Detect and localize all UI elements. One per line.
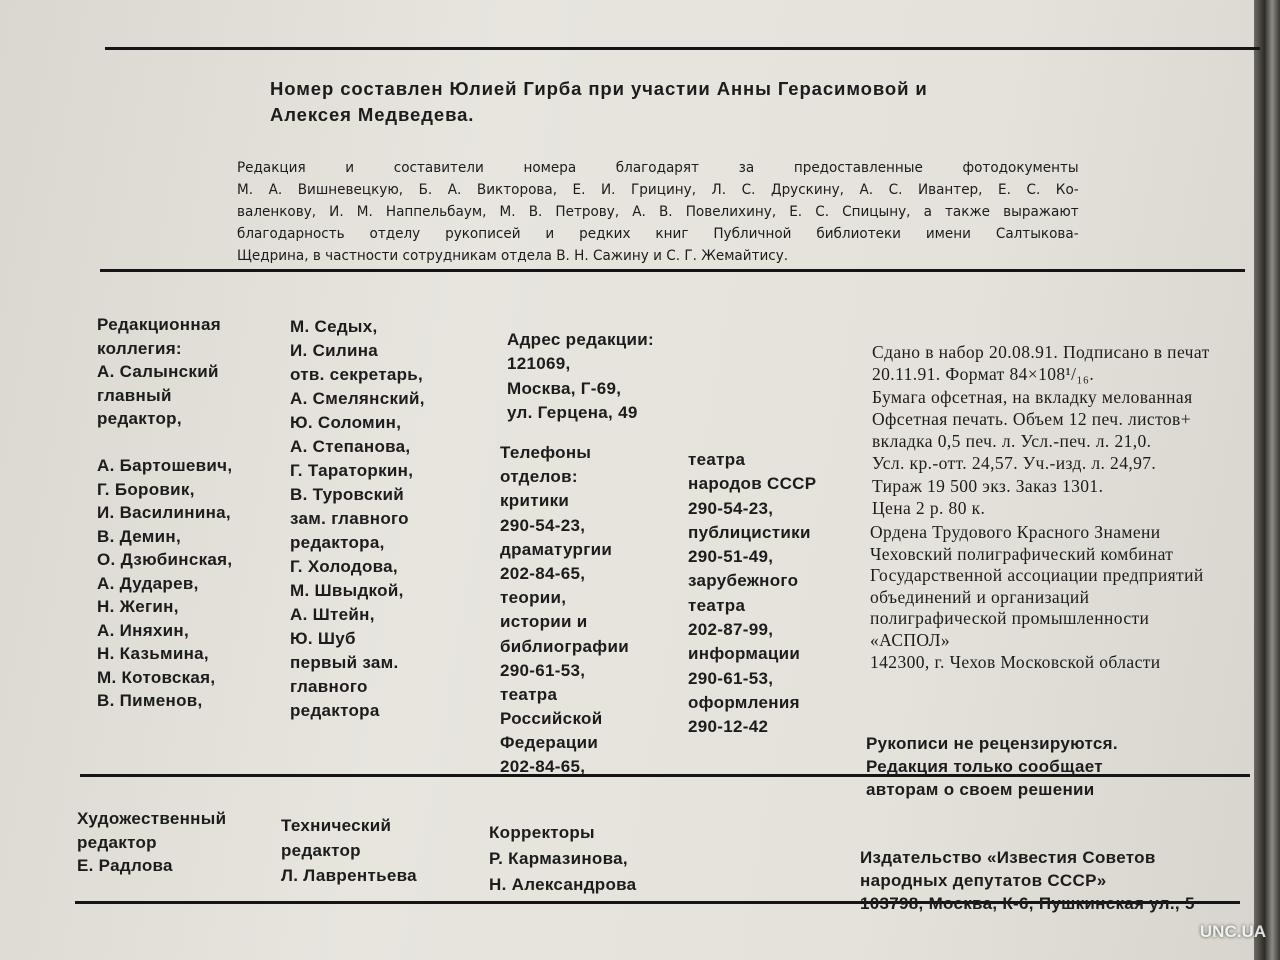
text-line: Г. Тараторкин, — [290, 461, 414, 480]
text-line: вкладка 0,5 печ. л. Усл.-печ. л. 21,0. — [872, 431, 1152, 452]
text-line: И. Василинина, — [97, 503, 231, 522]
editorial-address — [507, 328, 654, 425]
text-line: В. Демин, — [97, 526, 181, 546]
text-line: 202-84-65, — [500, 757, 586, 777]
text-line: народов СССР — [688, 474, 817, 494]
text-line: 202-84-65, — [500, 563, 586, 583]
text-line — [97, 431, 232, 455]
text-line: А. Бартошевич, — [97, 456, 233, 475]
text-line: театра — [688, 595, 746, 615]
text-line: 142300, г. Чехов Московской области — [870, 651, 1161, 672]
text-line: Москва, Г-69, — [507, 378, 622, 398]
text-line: И. Силина — [290, 341, 379, 360]
text-line: Ордена Трудового Красного Знамени — [870, 522, 1161, 542]
text-line: Тираж 19 500 экз. Заказ 1301. — [872, 475, 1104, 496]
text-line: М. Швыдкой, — [290, 581, 404, 600]
text-line: Усл. кр.-отт. 24,57. Уч.-изд. л. 24,97. — [872, 453, 1157, 474]
text-line: Алексея Медведева. — [270, 104, 475, 125]
text-line: Корректоры — [489, 823, 595, 842]
divider-middle — [100, 269, 1245, 272]
text-line: А. Степанова, — [290, 437, 411, 456]
text-line: Редакционная — [97, 315, 221, 334]
editorial-board-column-2 — [290, 315, 425, 723]
text-line: В. Туровский — [290, 485, 404, 504]
text-line: Офсетная печать. Объем 12 печ. листов+ — [872, 408, 1191, 429]
text-line: Российской — [500, 709, 603, 729]
text-line: редактор, — [97, 409, 182, 428]
text-line: А. Смелянский, — [290, 389, 425, 408]
text-line: полиграфической промышленности — [870, 608, 1150, 629]
text-line: Е. Радлова — [77, 856, 173, 875]
text-line: редактор — [281, 841, 361, 860]
text-line: Номер составлен Юлией Гирба при участии Анны Герасимовой и — [270, 78, 928, 99]
text-line: первый зам. — [290, 653, 399, 672]
adjacent-page-edge — [1254, 0, 1280, 960]
text-line: «АСПОЛ» — [870, 629, 951, 650]
text-line: Г. Холодова, — [290, 557, 398, 576]
text-line: Адрес редакции: — [507, 330, 654, 349]
text-line: Щедрина, в частности сотрудникам отдела В. Н. Сажину и С. Г. Жемайтису. — [237, 247, 789, 264]
text-line: объединений и организаций — [870, 586, 1090, 607]
text-line: Н. Александрова — [489, 875, 637, 894]
department-phones-2 — [688, 448, 816, 740]
text-line: Технический — [281, 816, 392, 835]
text-line: Бумага офсетная, на вкладку мелованная — [872, 386, 1193, 407]
text-line: Ю. Шуб — [290, 629, 356, 648]
divider-top — [105, 47, 1260, 50]
text-line: Л. Лаврентьева — [281, 866, 417, 885]
text-line: Сдано в набор 20.08.91. Подписано в печат — [872, 342, 1210, 362]
text-line: Редакция только сообщает — [866, 757, 1103, 776]
text-line: библиографии — [500, 636, 629, 656]
text-line: 202-87-99, — [688, 620, 774, 640]
proofreaders — [489, 820, 636, 898]
text-line: ул. Герцена, 49 — [507, 402, 638, 422]
publisher — [860, 846, 1195, 915]
technical-editor — [281, 813, 417, 888]
text-line: 103798, Москва, К-6, Пушкинская ул., 5 — [860, 894, 1195, 913]
text-line: А. Иняхин, — [97, 620, 190, 640]
art-editor — [77, 807, 226, 878]
text-line: 121069, — [507, 354, 571, 374]
text-line: Телефоны — [500, 443, 592, 462]
text-line: М. Седых, — [290, 317, 378, 336]
text-line: народных депутатов СССР» — [860, 871, 1107, 890]
text-line: коллегия: — [97, 338, 182, 358]
text-line: А. Салынский — [97, 362, 219, 381]
text-line: отв. секретарь, — [290, 365, 424, 384]
text-line: отделов: — [500, 467, 578, 487]
text-line: 20.11.91. Формат 84×108¹/₁₆. — [872, 364, 1095, 385]
text-line: оформления — [688, 692, 800, 712]
text-line: О. Дзюбинская, — [97, 550, 233, 569]
text-line: публицистики — [688, 522, 811, 542]
text-line: М. А. Вишневецкую, Б. А. Викторова, Е. И. Грицину, Л. С. Друскину, А. С. Ивантер, Е. С. Ко- — [237, 181, 1079, 198]
text-line: Н. Казьмина, — [97, 644, 209, 663]
text-line: 290-54-23, — [688, 498, 774, 518]
text-line: А. Штейн, — [290, 605, 375, 624]
text-line: Чеховский полиграфический комбинат — [870, 543, 1174, 564]
text-line: редактора — [290, 701, 380, 720]
text-line: Государственной ассоциации предприятий — [870, 565, 1204, 586]
issue-compiled-by — [270, 76, 928, 128]
text-line: В. Пименов, — [97, 691, 203, 710]
text-line: валенкову, И. М. Наппельбаум, М. В. Петрову, А. В. Повелихину, Е. С. Спицыну, а также выражают — [237, 203, 1079, 220]
text-line: 290-61-53, — [688, 668, 774, 688]
text-line: критики — [500, 491, 570, 511]
manuscript-notice — [866, 732, 1118, 801]
printing-house — [870, 522, 1204, 673]
watermark: UNC.UA — [1199, 922, 1266, 941]
text-line: теории, — [500, 588, 567, 608]
text-line: главного — [290, 677, 368, 696]
text-line: авторам о своем решении — [866, 780, 1095, 799]
text-line: 290-12-42 — [688, 717, 769, 737]
text-line: Р. Кармазинова, — [489, 849, 628, 868]
text-line: Редакция и составители номера благодарят за предоставленные фотодокументы — [237, 159, 1079, 176]
text-line: драматургии — [500, 539, 613, 559]
text-line: благодарность отделу рукописей и редких книг Публичной библиотеки имени Салтыкова- — [237, 225, 1079, 242]
text-line: Цена 2 р. 80 к. — [872, 498, 986, 519]
text-line: театра — [688, 450, 746, 469]
text-line: Издательство «Известия Советов — [860, 848, 1156, 867]
text-line: Рукописи не рецензируются. — [866, 734, 1118, 753]
department-phones-1 — [500, 441, 629, 780]
text-line: 290-51-49, — [688, 547, 774, 567]
text-line: Н. Жегин, — [97, 597, 179, 616]
text-line: театра — [500, 684, 558, 704]
text-line: редактор — [77, 832, 157, 852]
text-line: Ю. Соломин, — [290, 413, 402, 432]
text-line: А. Дударев, — [97, 573, 199, 593]
text-line: редактора, — [290, 533, 385, 552]
text-line: информации — [688, 644, 801, 664]
text-line: зам. главного — [290, 509, 409, 528]
text-line: главный — [97, 385, 172, 405]
text-line: 290-54-23, — [500, 515, 586, 535]
text-line: Художественный — [77, 809, 227, 828]
text-line: зарубежного — [688, 571, 799, 591]
text-line: истории и — [500, 612, 588, 632]
acknowledgment-paragraph — [237, 157, 1079, 267]
editorial-board-column — [97, 313, 232, 713]
print-details — [872, 341, 1210, 519]
text-line: 290-61-53, — [500, 660, 586, 680]
text-line: М. Котовская, — [97, 667, 216, 687]
text-line: Г. Боровик, — [97, 479, 195, 499]
text-line: Федерации — [500, 733, 599, 753]
